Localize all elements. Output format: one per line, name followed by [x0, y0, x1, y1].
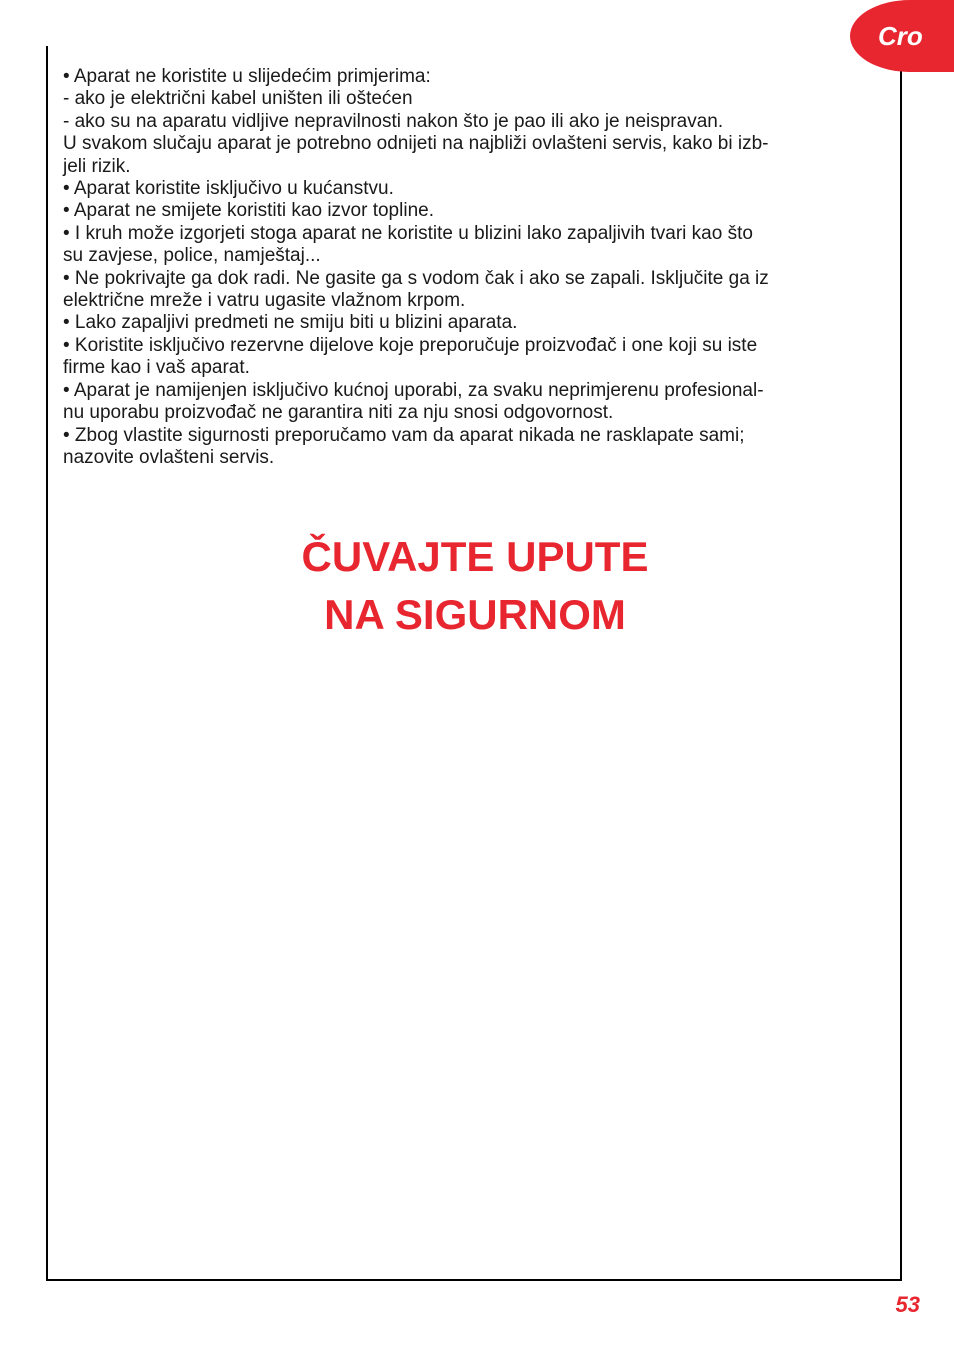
text-line: • Aparat ne smijete koristiti kao izvor topline. — [63, 200, 434, 222]
text-line: • Aparat je namijenjen isključivo kućnoj uporabi, za svaku neprimjerenu profesional- — [63, 379, 764, 401]
text-line: - ako su na aparatu vidljive nepravilnosti nakon što je pao ili ako je neispravan. — [63, 110, 724, 132]
text-line: • Ne pokrivajte ga dok radi. Ne gasite ga s vodom čak i ako se zapali. Isključite ga iz — [63, 267, 769, 289]
safety-instructions — [63, 66, 889, 469]
heading-line-1: ČUVAJTE UPUTE — [301, 533, 649, 580]
text-line: U svakom slučaju aparat je potrebno odnijeti na najbliži ovlašteni servis, kako bi izb- — [63, 133, 769, 155]
language-tab: Cro — [850, 0, 954, 72]
text-line: • Zbog vlastite sigurnosti preporučamo vam da aparat nikada ne rasklapate sami; — [63, 424, 745, 446]
text-line: jeli rizik. — [63, 155, 131, 177]
page-number: 53 — [895, 1292, 920, 1317]
text-line: • Aparat koristite isključivo u kućanstvu. — [63, 178, 394, 200]
text-line: - ako je električni kabel uništen ili oštećen — [63, 88, 413, 110]
text-line: • Lako zapaljivi predmeti ne smiju biti u blizini aparata. — [63, 312, 518, 334]
text-line: električne mreže i vatru ugasite vlažnom krpom. — [63, 290, 466, 312]
text-line: • Aparat ne koristite u slijedećim primjerima: — [63, 66, 431, 87]
text-line: firme kao i vaš aparat. — [63, 357, 250, 379]
text-line: su zavjese, police, namještaj... — [63, 245, 321, 267]
text-line: nu uporabu proizvođač ne garantira niti za nju snosi odgovornost. — [63, 402, 614, 424]
keep-instructions-heading — [0, 528, 950, 644]
text-line: • I kruh može izgorjeti stoga aparat ne koristite u blizini lako zapaljivih tvari kao što — [63, 222, 753, 244]
text-line: • Koristite isključivo rezervne dijelove koje preporučuje proizvođač i one koji su iste — [63, 334, 758, 356]
text-line: nazovite ovlašteni servis. — [63, 446, 275, 468]
heading-line-2: NA SIGURNOM — [324, 591, 626, 638]
